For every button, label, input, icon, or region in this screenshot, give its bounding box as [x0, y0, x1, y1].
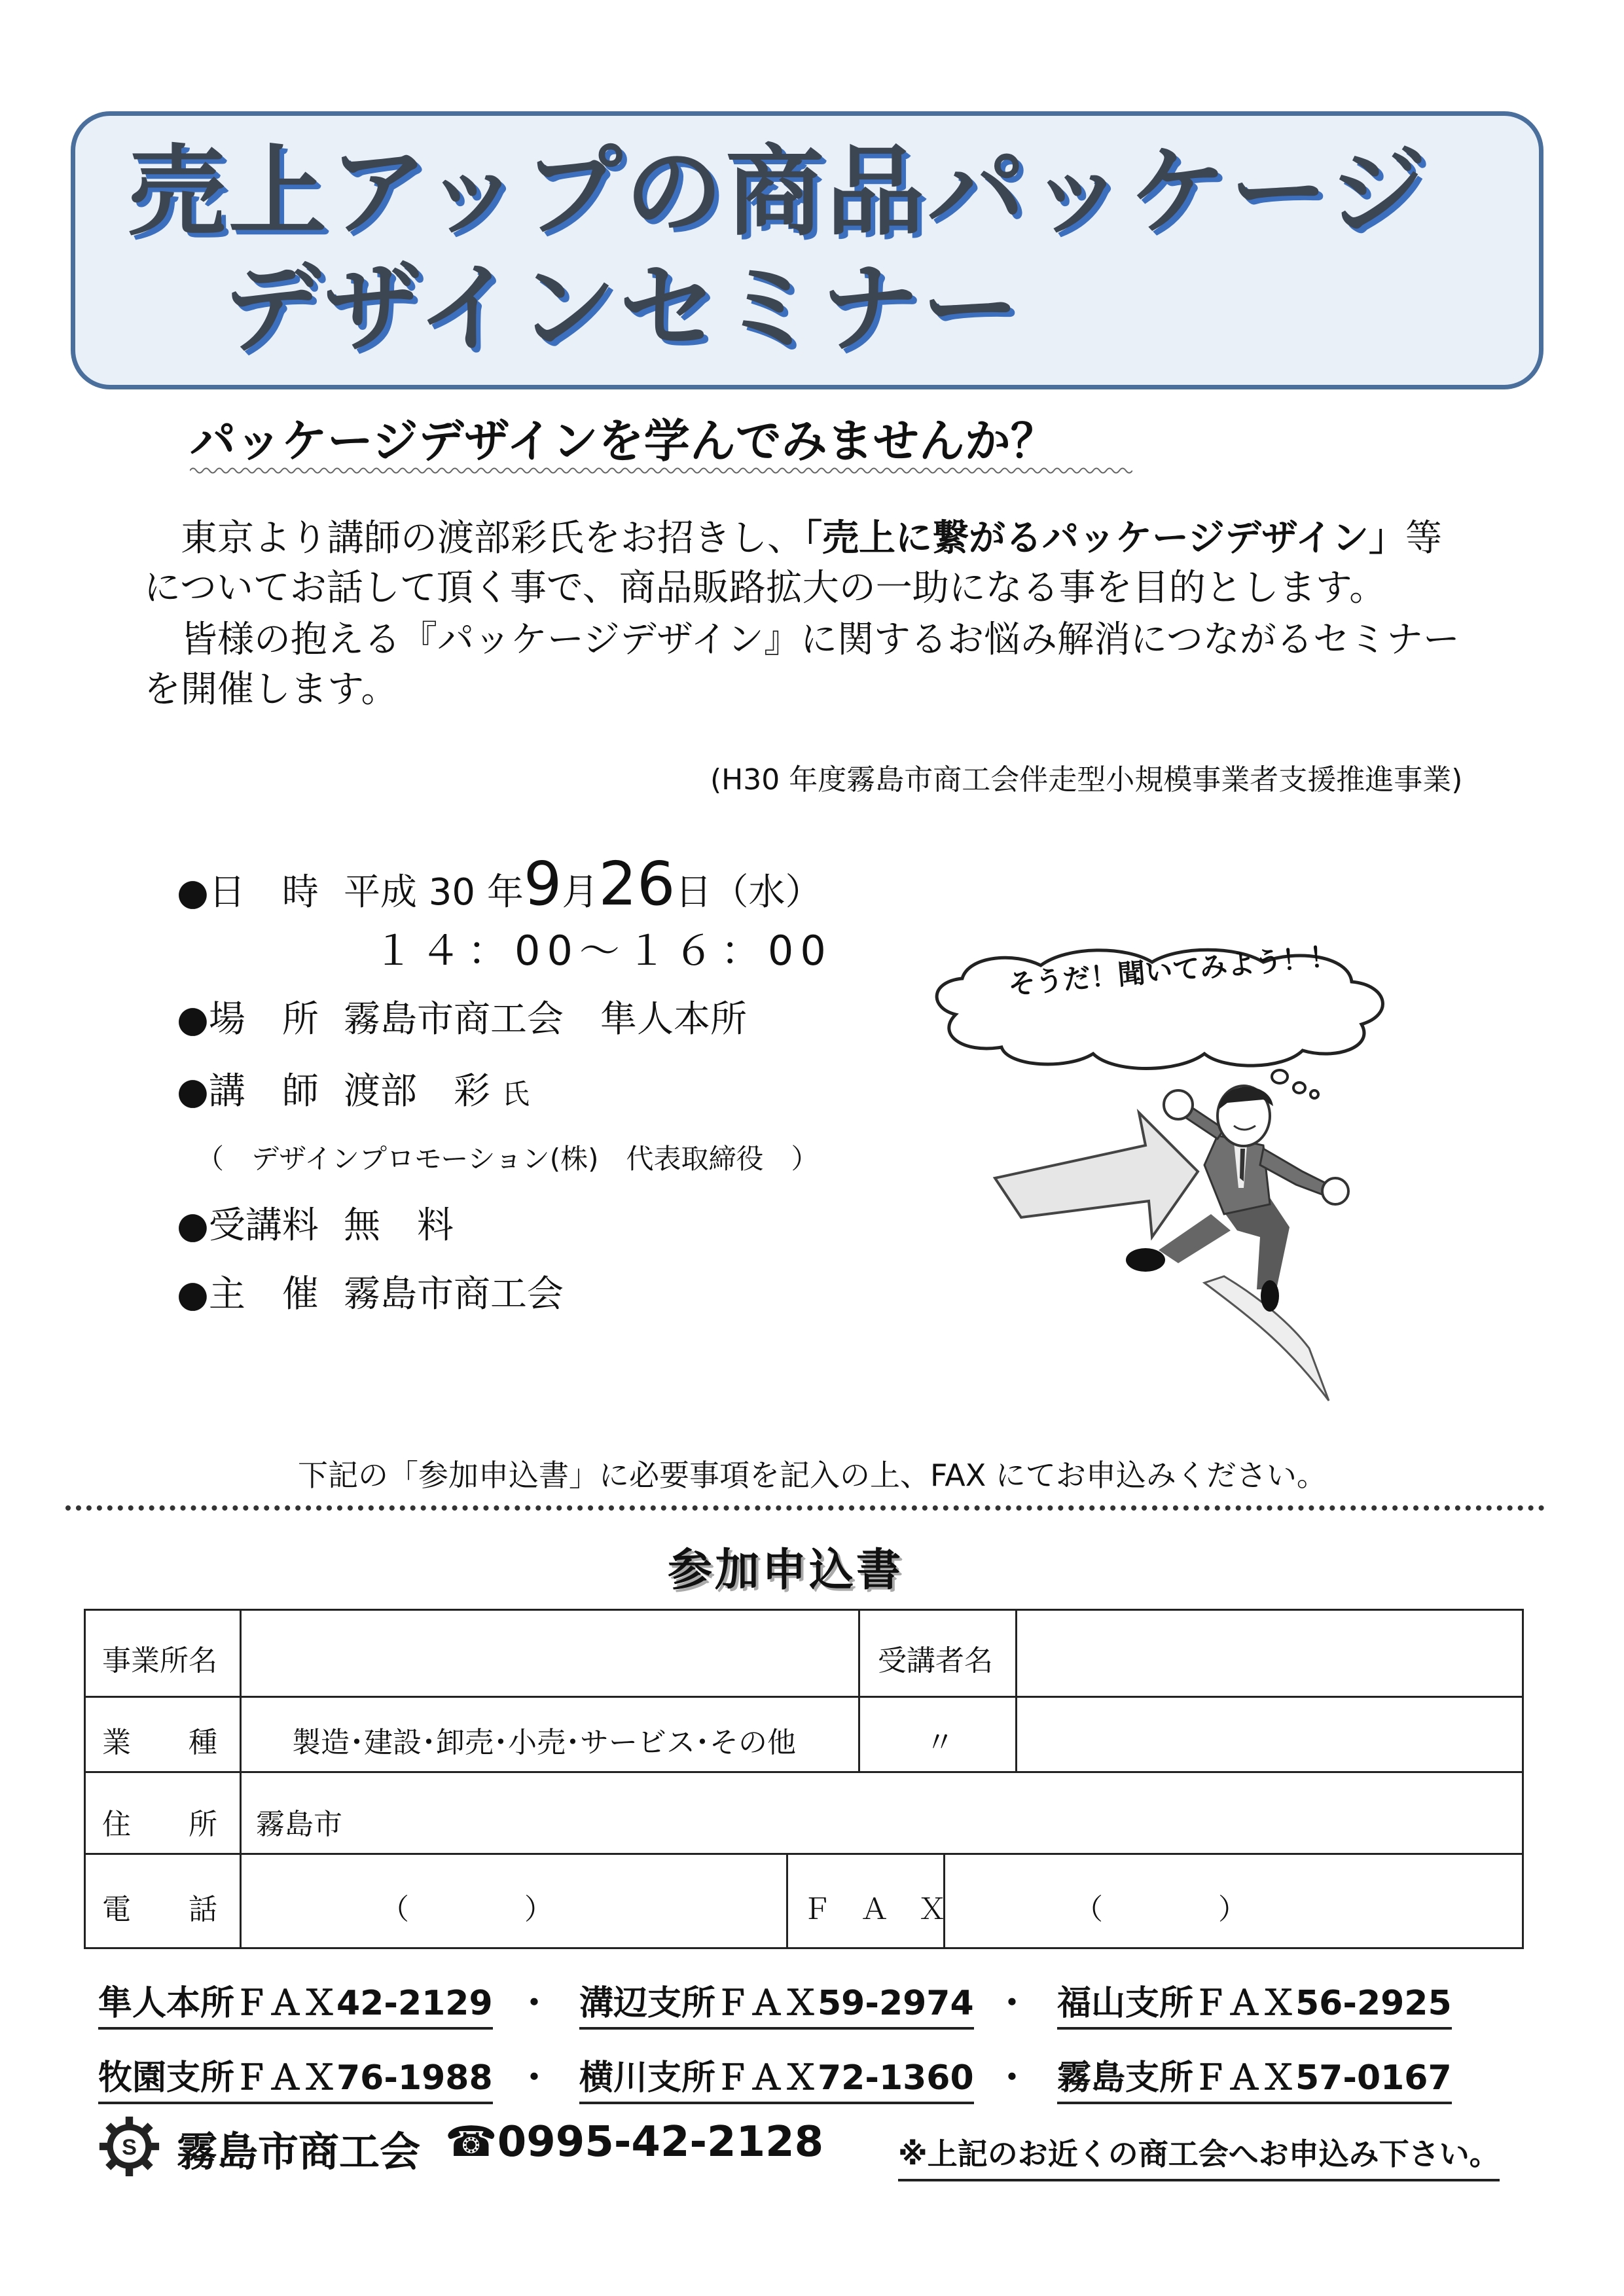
- participant-label: 受講者名: [878, 1644, 993, 1677]
- host-value: 霧島市商工会: [344, 1273, 564, 1316]
- date-month: 9: [523, 849, 562, 919]
- footer-note: ※上記のお近くの商工会へお申込み下さい。: [898, 2130, 1500, 2181]
- form-col-divider: [786, 1853, 788, 1947]
- lecturer-value: 渡部 彩: [344, 1070, 490, 1113]
- industry-options[interactable]: 製造･建設･卸売･小売･サービス･その他: [292, 1726, 796, 1759]
- intro-text: 東京より講師の渡部彩氏をお招きし、: [181, 517, 804, 560]
- form-col-divider: [1015, 1611, 1017, 1771]
- fax-number: 霧島支所ＦＡＸ57-0167: [1057, 2050, 1452, 2104]
- form-col-divider: [858, 1611, 860, 1771]
- date-day-unit: 日（水）: [675, 871, 822, 914]
- date-month-unit: 月: [562, 871, 599, 914]
- detail-time: １４：00～１６：00: [373, 927, 833, 975]
- fax-number: 隼人本所ＦＡＸ42-2129: [98, 1975, 493, 2030]
- place-value: 霧島市商工会 隼人本所: [344, 998, 747, 1041]
- detail-fee: [177, 1204, 454, 1247]
- place-label: ●場 所: [177, 998, 319, 1041]
- phone-field[interactable]: （ ）: [380, 1893, 553, 1926]
- intro-text: 皆様の抱える『パッケージデザイン』に関するお悩み解消につながるセミナー: [181, 619, 1460, 661]
- phone-label: 電 話: [102, 1893, 217, 1926]
- fax-instruction: 下記の「参加申込書」に必要事項を記入の上、FAX にてお申込みください。: [298, 1458, 1327, 1493]
- fax-separator: ・: [995, 1984, 1030, 2023]
- form-col-divider: [240, 1611, 242, 1947]
- fax-number: 福山支所ＦＡＸ56-2925: [1057, 1975, 1452, 2030]
- intro-text: を開催します。: [144, 668, 398, 711]
- industry-label: 業 種: [102, 1726, 217, 1759]
- address-field[interactable]: 霧島市: [256, 1808, 342, 1841]
- date-label: ●日 時: [177, 871, 319, 914]
- date-day: 26: [598, 849, 676, 919]
- form-title: 参加申込書: [668, 1545, 904, 1596]
- application-form: [84, 1609, 1524, 1949]
- fax-separator: ・: [517, 1984, 552, 2023]
- fax-number: 横川支所ＦＡＸ72-1360: [579, 2050, 974, 2104]
- chamber-logo-icon: [98, 2115, 160, 2178]
- fax-number: 溝辺支所ＦＡＸ59-2974: [579, 1975, 974, 2030]
- fax-label: Ｆ Ａ Ｘ: [803, 1893, 947, 1926]
- intro-emphasis: 「売上に繋がるパッケージデザイン」: [804, 517, 1405, 560]
- fax-separator: ・: [995, 2058, 1030, 2098]
- speech-text: そうだ！聞いてみよう！！: [1007, 940, 1339, 1001]
- fee-value: 無 料: [344, 1204, 454, 1247]
- lecturer-suffix: 氏: [501, 1078, 530, 1110]
- form-row-divider: [86, 1696, 1522, 1698]
- fax-field[interactable]: （ ）: [1074, 1893, 1247, 1926]
- address-label: 住 所: [102, 1808, 217, 1841]
- date-era: 平成 30 年: [344, 871, 524, 914]
- lecturer-label: ●講 師: [177, 1070, 319, 1113]
- footer-org-name: 霧島市商工会: [177, 2128, 421, 2176]
- intro-paragraph-1: [144, 514, 1442, 613]
- subheading: パッケージデザインを学んでみませんか？: [190, 414, 1056, 468]
- fax-number: 牧園支所ＦＡＸ76-1988: [98, 2050, 493, 2104]
- host-label: ●主 催: [177, 1273, 319, 1316]
- participant-field[interactable]: [1022, 1617, 1516, 1689]
- intro-paragraph-2: [144, 615, 1460, 715]
- detail-host: [177, 1273, 564, 1316]
- detail-place: [177, 998, 747, 1041]
- dotted-divider: [65, 1505, 1545, 1511]
- svg-text:S: S: [122, 2134, 137, 2160]
- title-banner: [71, 111, 1543, 389]
- detail-date: [177, 849, 822, 919]
- lecturer-company: （ デザインプロモーション(株) 代表取締役 ）: [196, 1143, 819, 1175]
- detail-lecturer: [177, 1070, 530, 1113]
- fee-label: ●受講料: [177, 1204, 319, 1247]
- participant-field-2[interactable]: [1022, 1699, 1516, 1765]
- footer-phone: ☎0995-42-2128: [445, 2118, 824, 2166]
- wavy-underline: [190, 466, 1132, 475]
- project-note: (H30 年度霧島市商工会伴走型小規模事業者支援推進事業): [710, 763, 1463, 797]
- ditto-mark: 〃: [926, 1726, 954, 1759]
- running-businessman-icon: [982, 1073, 1440, 1414]
- form-row-divider: [86, 1771, 1522, 1773]
- title-line-2: デザインセミナー: [223, 252, 1022, 366]
- form-row-divider: [86, 1853, 1522, 1855]
- fax-separator: ・: [517, 2058, 552, 2098]
- intro-text: についてお話して頂く事で、商品販路拡大の一助になる事を目的とします。: [144, 567, 1386, 609]
- business-name-field[interactable]: [246, 1617, 852, 1689]
- title-line-1: 売上アップの商品パッケージ: [128, 135, 1430, 249]
- business-name-label: 事業所名: [102, 1644, 217, 1677]
- intro-text: 等: [1405, 517, 1442, 560]
